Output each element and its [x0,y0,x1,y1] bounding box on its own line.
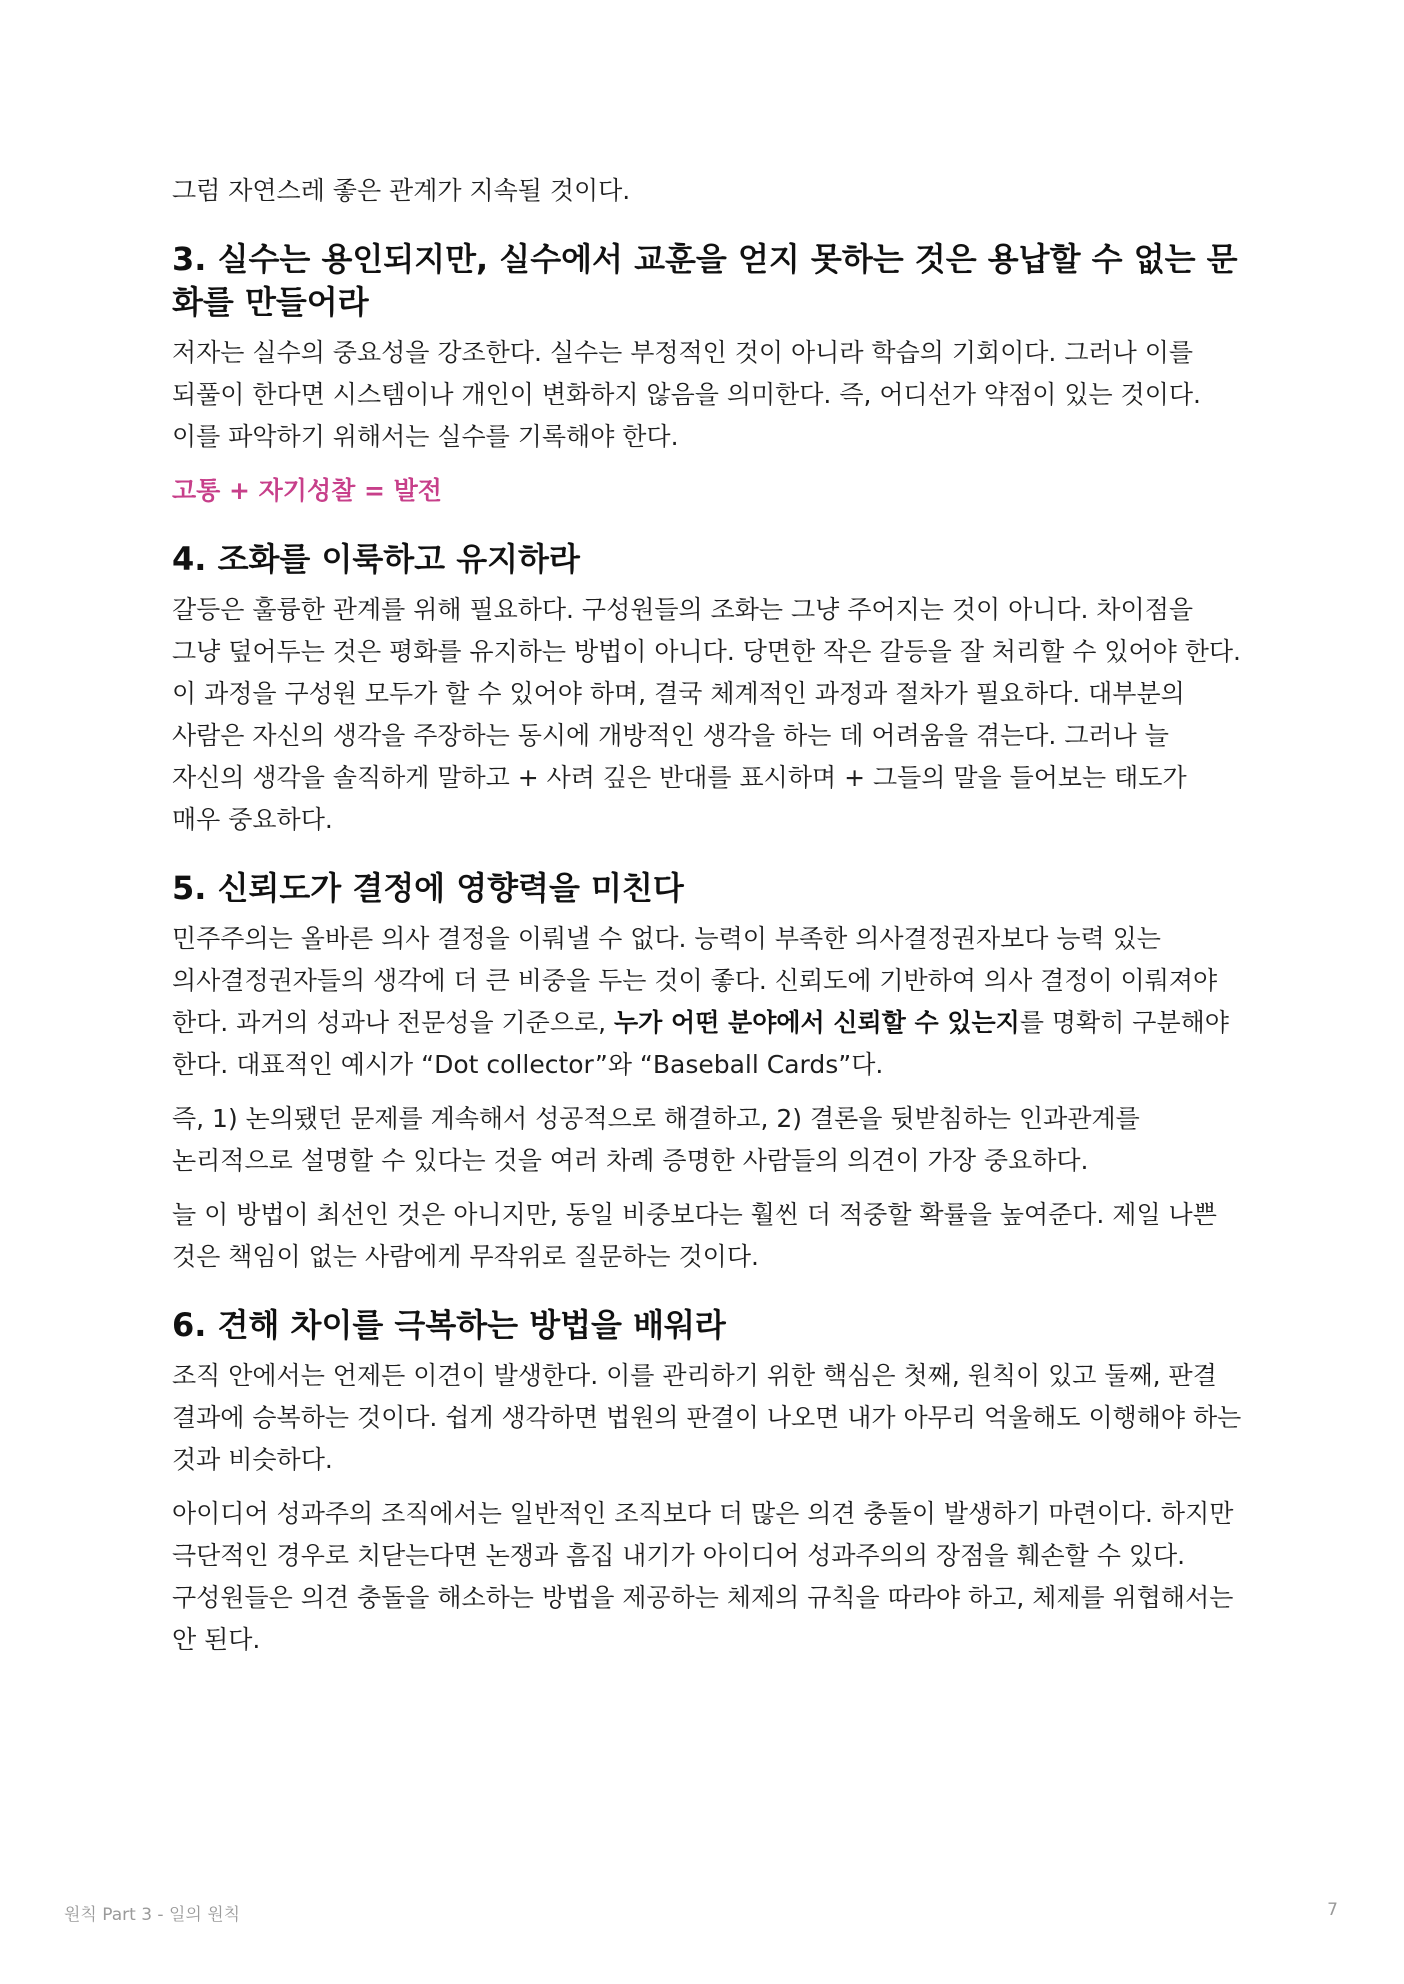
section-5 [172,867,1242,1278]
paragraph-text: 를 명확히 구분해야 한다. 대표적인 예시가 “Dot collector”와 “Baseball Cards”다. [172,1008,1229,1079]
section-paragraph: 조직 안에서는 언제든 이견이 발생한다. 이를 관리하기 위한 핵심은 첫째, 원칙이 있고 둘째, 판결 결과에 승복하는 것이다. 쉽게 생각하면 법원의 판결이 나오면 내가 아무리 억울해도 이행해야 하는 것과 비슷하다. [172,1361,1242,1474]
section-heading: 5. 신뢰도가 결정에 영향력을 미친다 [172,869,684,907]
section-4 [172,538,1242,841]
section-paragraph: 늘 이 방법이 최선인 것은 아니지만, 동일 비중보다는 훨씬 더 적중할 확률을 높여준다. 제일 나쁜 것은 책임이 없는 사람에게 무작위로 질문하는 것이다. [172,1200,1217,1271]
section-paragraph: 즉, 1) 논의됐던 문제를 계속해서 성공적으로 해결하고, 2) 결론을 뒷받침하는 인과관계를 논리적으로 설명할 수 있다는 것을 여러 차례 증명한 사람들의 의견이 가장 중요하다. [172,1104,1140,1175]
section-paragraph [172,918,1242,1086]
section-paragraph: 아이디어 성과주의 조직에서는 일반적인 조직보다 더 많은 의견 충돌이 발생하기 마련이다. 하지만 극단적인 경우로 치닫는다면 논쟁과 흠집 내기가 아이디어 성과주의의 장점을 훼손할 수 있다. 구성원들은 의견 충돌을 해소하는 방법을 제공하는 체제의 규칙을 따라야 하고, 체제를 위협해서는 안 된다. [172,1499,1234,1654]
highlight-formula: 고통 + 자기성찰 = 발전 [172,476,442,505]
section-heading: 6. 견해 차이를 극복하는 방법을 배워라 [172,1306,726,1344]
document-body [172,170,1242,1673]
section-3 [172,238,1242,512]
paragraph-text: 민주주의는 올바른 의사 결정을 이뤄낼 수 없다. 능력이 부족한 의사결정권자보다 능력 있는 의사결정권자들의 생각에 더 큰 비중을 두는 것이 좋다. 신뢰도에 기반하여 의사 결정이 이뤄져야 한다. 과거의 성과나 전문성을 기준으로, [172,924,1218,1037]
bold-emphasis: 누가 어떤 분야에서 신뢰할 수 있는지 [614,1008,1020,1037]
section-heading: 3. 실수는 용인되지만, 실수에서 교훈을 얻지 못하는 것은 용납할 수 없는 문화를 만들어라 [172,240,1238,321]
section-paragraph: 갈등은 훌륭한 관계를 위해 필요하다. 구성원들의 조화는 그냥 주어지는 것이 아니다. 차이점을 그냥 덮어두는 것은 평화를 유지하는 방법이 아니다. 당면한 작은 갈등을 잘 처리할 수 있어야 한다. 이 과정을 구성원 모두가 할 수 있어야 하며, 결국 체계적인 과정과 절차가 필요하다. 대부분의 사람은 자신의 생각을 주장하는 동시에 개방적인 생각을 하는 데 어려움을 겪는다. 그러나 늘 자신의 생각을 솔직하게 말하고 + 사려 깊은 반대를 표시하며 + 그들의 말을 들어보는 태도가 매우 중요하다. [172,595,1242,834]
intro-paragraph: 그럼 자연스레 좋은 관계가 지속될 것이다. [172,176,631,205]
footer-title: 원칙 Part 3 - 일의 원칙 [64,1905,241,1925]
section-heading: 4. 조화를 이룩하고 유지하라 [172,540,580,578]
section-6 [172,1304,1242,1661]
section-paragraph: 저자는 실수의 중요성을 강조한다. 실수는 부정적인 것이 아니라 학습의 기회이다. 그러나 이를 되풀이 한다면 시스템이나 개인이 변화하지 않음을 의미한다. 즉, 어디선가 약점이 있는 것이다. 이를 파악하기 위해서는 실수를 기록해야 한다. [172,338,1201,451]
page-number: 7 [1327,1900,1338,1920]
